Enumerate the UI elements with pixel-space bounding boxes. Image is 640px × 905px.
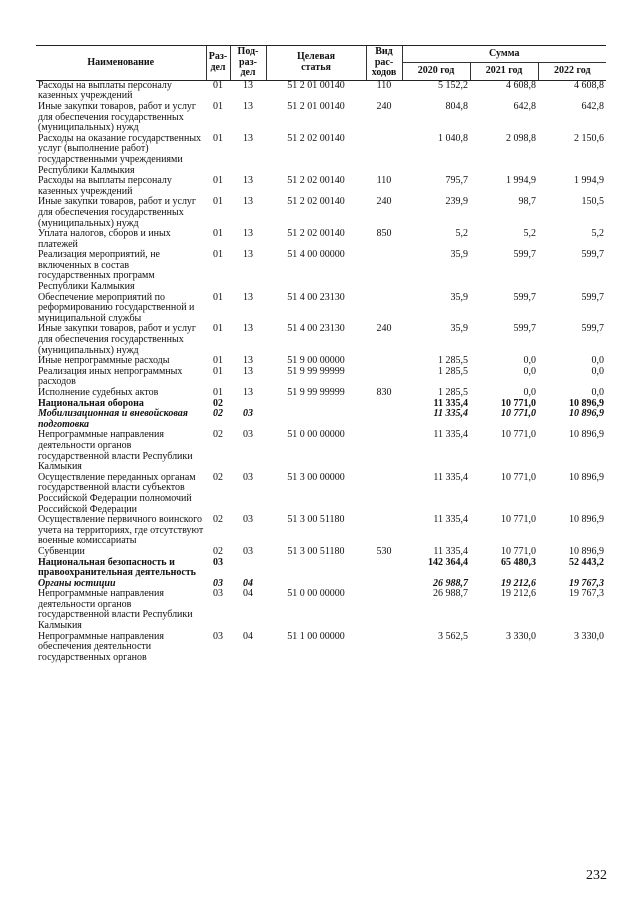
row-sum-2020: 11 335,4: [433, 397, 468, 409]
row-section: 01: [213, 196, 223, 208]
row-expense-type: 830: [376, 387, 392, 398]
table-row: [36, 134, 606, 176]
row-expense-type: 530: [376, 545, 392, 557]
table-row: [36, 80, 606, 102]
header-target: [266, 46, 366, 81]
row-expense-type: [366, 293, 402, 325]
row-sum-2022: 5,2: [591, 228, 604, 240]
row-sum-2020: 11 335,4: [433, 514, 468, 526]
row-target: 51 9 99 99999: [287, 387, 345, 398]
row-name: Обеспечение мероприятий по реформированию государственной и муниципальной службы: [38, 291, 195, 324]
row-expense-type: [366, 409, 402, 430]
row-subsection: 13: [243, 196, 253, 208]
row-sum-2020: 142 364,4: [428, 556, 468, 568]
row-section: 02: [213, 471, 223, 483]
row-expense-type: 240: [376, 196, 392, 208]
header-year-2021: 2021 год: [470, 63, 538, 80]
header-sum: Сумма: [402, 46, 606, 63]
row-sum-2020: 1 040,8: [438, 132, 468, 144]
row-target: [266, 409, 366, 430]
row-name: Мобилизационная и вневойсковая подготовка: [38, 408, 188, 430]
row-expense-type: [366, 473, 402, 515]
row-name: Иные закупки товаров, работ и услуг для обеспечения государственных (муниципальных) нужд: [38, 323, 197, 356]
row-sum-2020: 26 988,7: [433, 588, 468, 600]
row-target: 51 3 00 00000: [287, 471, 345, 483]
row-sum-2021: 10 771,0: [501, 429, 536, 441]
row-section: 01: [213, 100, 223, 112]
row-name: Осуществление переданных органам государственной власти субъектов Российской Федерации полномочий Российской Федерации: [38, 471, 196, 515]
row-sum-2022: 4 608,8: [574, 79, 604, 91]
row-name: Иные закупки товаров, работ и услуг для обеспечения государственных (муниципальных) нужд: [38, 100, 197, 134]
row-sum-2021: 19 212,6: [501, 588, 536, 600]
row-name: Непрограммные направления деятельности органов государственной власти Республики Калмыкия: [38, 429, 193, 473]
row-sum-2020: 11 335,4: [433, 408, 468, 420]
table-row: [36, 558, 606, 579]
row-subsection: 03: [243, 514, 253, 526]
row-sum-2021: 10 771,0: [501, 397, 536, 409]
row-expense-type: [366, 250, 402, 292]
table-row: [36, 632, 606, 664]
budget-table: [36, 45, 606, 663]
row-sum-2021: 4 608,8: [506, 79, 536, 91]
row-subsection: 13: [243, 100, 253, 112]
row-sum-2021: 642,8: [513, 100, 536, 112]
row-sum-2021: 0,0: [523, 387, 536, 398]
row-sum-2021: 19 212,6: [501, 577, 536, 589]
row-sum-2021: 0,0: [523, 365, 536, 377]
table-row: [36, 197, 606, 229]
row-sum-2020: 795,7: [445, 175, 468, 187]
row-name: Реализация иных непрограммных расходов: [38, 365, 183, 388]
row-section: 02: [213, 429, 223, 441]
row-subsection: 13: [243, 387, 253, 398]
row-sum-2022: 10 896,9: [569, 408, 604, 420]
header-section-text: Раз- дел: [208, 51, 228, 73]
row-section: 02: [213, 408, 223, 420]
row-name: Реализация мероприятий, не включенных в состав государственных программ Республики Калмыкия: [38, 249, 160, 293]
row-name: Иные непрограммные расходы: [38, 355, 170, 367]
row-sum-2022: 599,7: [581, 323, 604, 335]
row-expense-type: [366, 367, 402, 388]
header-subsection-text: Под- раз- дел: [237, 46, 259, 79]
header-year-2020: 2020 год: [402, 63, 470, 80]
row-sum-2020: 5,2: [455, 228, 468, 240]
header-expense-type-text: Вид рас- ходов: [371, 46, 397, 79]
row-sum-2021: 599,7: [513, 323, 536, 335]
header-year-2022: 2022 год: [538, 63, 606, 80]
row-name: Субвенции: [38, 545, 85, 557]
row-sum-2022: 10 896,9: [569, 471, 604, 483]
row-sum-2020: 11 335,4: [433, 471, 468, 483]
row-target: 51 2 02 00140: [287, 132, 345, 144]
row-name: Расходы на выплаты персоналу казенных учреждений: [38, 79, 172, 102]
row-name: Расходы на оказание государственных услуг (выполнение работ) государственными учреждениями Республики Калмыкия: [38, 132, 202, 176]
row-subsection: 13: [243, 132, 253, 144]
row-target: 51 2 02 00140: [287, 228, 345, 240]
row-expense-type: [366, 515, 402, 547]
row-subsection: 03: [243, 408, 253, 420]
row-target: 51 9 00 00000: [287, 355, 345, 367]
row-name: Национальная безопасность и правоохранительная деятельность: [38, 556, 196, 579]
row-expense-type: [366, 579, 402, 590]
row-target: 51 3 00 51180: [287, 514, 345, 526]
row-target: 51 1 00 00000: [287, 630, 345, 642]
row-section: 01: [213, 79, 223, 91]
table-row: [36, 367, 606, 388]
row-sum-2022: 150,5: [581, 196, 604, 208]
row-sum-2022: 3 330,0: [574, 630, 604, 642]
row-expense-type: [366, 134, 402, 176]
row-sum-2020: 35,9: [450, 291, 468, 303]
row-subsection: [230, 558, 266, 579]
table-row: [36, 430, 606, 472]
row-target: 51 3 00 51180: [287, 545, 345, 557]
row-sum-2022: 2 150,6: [574, 132, 604, 144]
row-target: 51 0 00 00000: [287, 588, 345, 600]
row-sum-2022: 0,0: [591, 365, 604, 377]
row-expense-type: 240: [376, 323, 392, 335]
table-row: [36, 388, 606, 399]
row-section: 01: [213, 132, 223, 144]
table-row: [36, 250, 606, 292]
row-expense-type: [366, 356, 402, 367]
table-row: [36, 515, 606, 547]
row-subsection: 13: [243, 249, 253, 261]
row-sum-2021: 10 771,0: [501, 545, 536, 557]
row-sum-2021: 599,7: [513, 249, 536, 261]
row-sum-2022: 10 896,9: [569, 397, 604, 409]
row-name: Органы юстиции: [38, 577, 116, 589]
row-sum-2020: 5 152,2: [438, 79, 468, 91]
row-expense-type: [366, 632, 402, 664]
row-sum-2020: 11 335,4: [433, 429, 468, 441]
table-row: [36, 102, 606, 134]
row-section: 01: [213, 175, 223, 187]
row-section: 01: [213, 228, 223, 240]
row-subsection: 04: [243, 588, 253, 600]
row-section: 03: [213, 630, 223, 642]
row-target: [266, 399, 366, 410]
row-sum-2021: 10 771,0: [501, 471, 536, 483]
row-subsection: 13: [243, 365, 253, 377]
row-sum-2022: 10 896,9: [569, 514, 604, 526]
row-sum-2020: 3 562,5: [438, 630, 468, 642]
row-name: Уплата налогов, сборов и иных платежей: [38, 228, 171, 250]
row-expense-type: 240: [376, 100, 392, 112]
header-name: Наименование: [36, 46, 206, 81]
row-subsection: 13: [243, 323, 253, 335]
row-sum-2022: 642,8: [581, 100, 604, 112]
row-sum-2020: 26 988,7: [433, 577, 468, 589]
row-sum-2020: 11 335,4: [433, 545, 468, 557]
row-sum-2021: 0,0: [523, 355, 536, 367]
row-subsection: 04: [243, 577, 253, 589]
row-subsection: 03: [243, 471, 253, 483]
row-sum-2022: 52 443,2: [569, 556, 604, 568]
row-sum-2022: 599,7: [581, 249, 604, 261]
row-target: 51 4 00 23130: [287, 323, 345, 335]
table-row: [36, 229, 606, 250]
row-expense-type: [366, 589, 402, 631]
row-sum-2021: 1 994,9: [506, 175, 536, 187]
row-sum-2020: 239,9: [445, 196, 468, 208]
header-subsection: [230, 46, 266, 81]
page-number: 232: [586, 868, 607, 883]
row-sum-2022: 10 896,9: [569, 429, 604, 441]
row-section: 01: [213, 323, 223, 335]
row-sum-2022: 0,0: [591, 387, 604, 398]
row-target: 51 2 01 00140: [287, 100, 345, 112]
row-target: 51 2 02 00140: [287, 175, 345, 187]
table-row: [36, 589, 606, 631]
row-section: 02: [213, 397, 223, 409]
row-expense-type: [366, 558, 402, 579]
row-section: 01: [213, 291, 223, 303]
row-sum-2021: 65 480,3: [501, 556, 536, 568]
header-row-top: [36, 46, 606, 63]
row-target: 51 2 01 00140: [287, 79, 345, 91]
row-sum-2022: 10 896,9: [569, 545, 604, 557]
table-body: [36, 80, 606, 663]
row-sum-2021: 10 771,0: [501, 408, 536, 420]
row-name: Осуществление первичного воинского учета на территориях, где отсутствуют военные комиссариаты: [38, 514, 204, 547]
table-row: [36, 324, 606, 356]
row-sum-2021: 2 098,8: [506, 132, 536, 144]
row-target: [266, 558, 366, 579]
row-target: 51 4 00 00000: [287, 249, 345, 261]
row-sum-2022: 19 767,3: [569, 588, 604, 600]
row-section: 01: [213, 249, 223, 261]
row-sum-2022: 0,0: [591, 355, 604, 367]
row-subsection: 13: [243, 355, 253, 367]
row-section: 02: [213, 545, 223, 557]
row-expense-type: 850: [376, 228, 392, 240]
table-row: [36, 473, 606, 515]
row-sum-2020: 1 285,5: [438, 355, 468, 367]
row-sum-2020: 35,9: [450, 323, 468, 335]
row-sum-2021: 10 771,0: [501, 514, 536, 526]
header-expense-type: [366, 46, 402, 81]
row-sum-2020: 1 285,5: [438, 387, 468, 398]
row-expense-type: 110: [376, 79, 392, 91]
row-subsection: 13: [243, 228, 253, 240]
row-name: Расходы на выплаты персоналу казенных учреждений: [38, 175, 172, 197]
table-row: [36, 176, 606, 197]
table-row: [36, 547, 606, 558]
row-expense-type: [366, 430, 402, 472]
row-sum-2022: 599,7: [581, 291, 604, 303]
header-section: [206, 46, 230, 81]
row-section: 03: [213, 588, 223, 600]
row-sum-2020: 1 285,5: [438, 365, 468, 377]
row-sum-2022: 19 767,3: [569, 577, 604, 589]
table-row: [36, 293, 606, 325]
row-section: 03: [213, 556, 223, 568]
row-subsection: 13: [243, 175, 253, 187]
row-name: Исполнение судебных актов: [38, 387, 159, 398]
row-name: Иные закупки товаров, работ и услуг для обеспечения государственных (муниципальных) нужд: [38, 196, 197, 229]
row-expense-type: 110: [376, 175, 392, 187]
table-row: [36, 409, 606, 430]
row-section: 03: [213, 577, 223, 589]
row-target: 51 9 99 99999: [287, 365, 345, 377]
row-section: 01: [213, 365, 223, 377]
row-target: 51 0 00 00000: [287, 429, 345, 441]
row-subsection: 04: [243, 630, 253, 642]
row-subsection: 13: [243, 291, 253, 303]
row-section: 01: [213, 355, 223, 367]
row-expense-type: [366, 399, 402, 410]
row-name: Непрограммные направления обеспечения деятельности государственных органов: [38, 630, 164, 663]
row-target: 51 4 00 23130: [287, 291, 345, 303]
row-section: 01: [213, 387, 223, 398]
row-sum-2021: 5,2: [523, 228, 536, 240]
row-subsection: 13: [243, 79, 253, 91]
row-sum-2021: 599,7: [513, 291, 536, 303]
row-sum-2020: 35,9: [450, 249, 468, 261]
row-name: Национальная оборона: [38, 397, 144, 409]
row-target: 51 2 02 00140: [287, 196, 345, 208]
row-sum-2020: 804,8: [445, 100, 468, 112]
row-sum-2022: 1 994,9: [574, 175, 604, 187]
row-subsection: 03: [243, 429, 253, 441]
row-sum-2021: 98,7: [518, 196, 536, 208]
row-name: Непрограммные направления деятельности органов государственной власти Республики Калмыкия: [38, 588, 193, 632]
row-section: 02: [213, 514, 223, 526]
row-subsection: 03: [243, 545, 253, 557]
header-target-text: Целевая статья: [296, 51, 336, 73]
row-sum-2021: 3 330,0: [506, 630, 536, 642]
